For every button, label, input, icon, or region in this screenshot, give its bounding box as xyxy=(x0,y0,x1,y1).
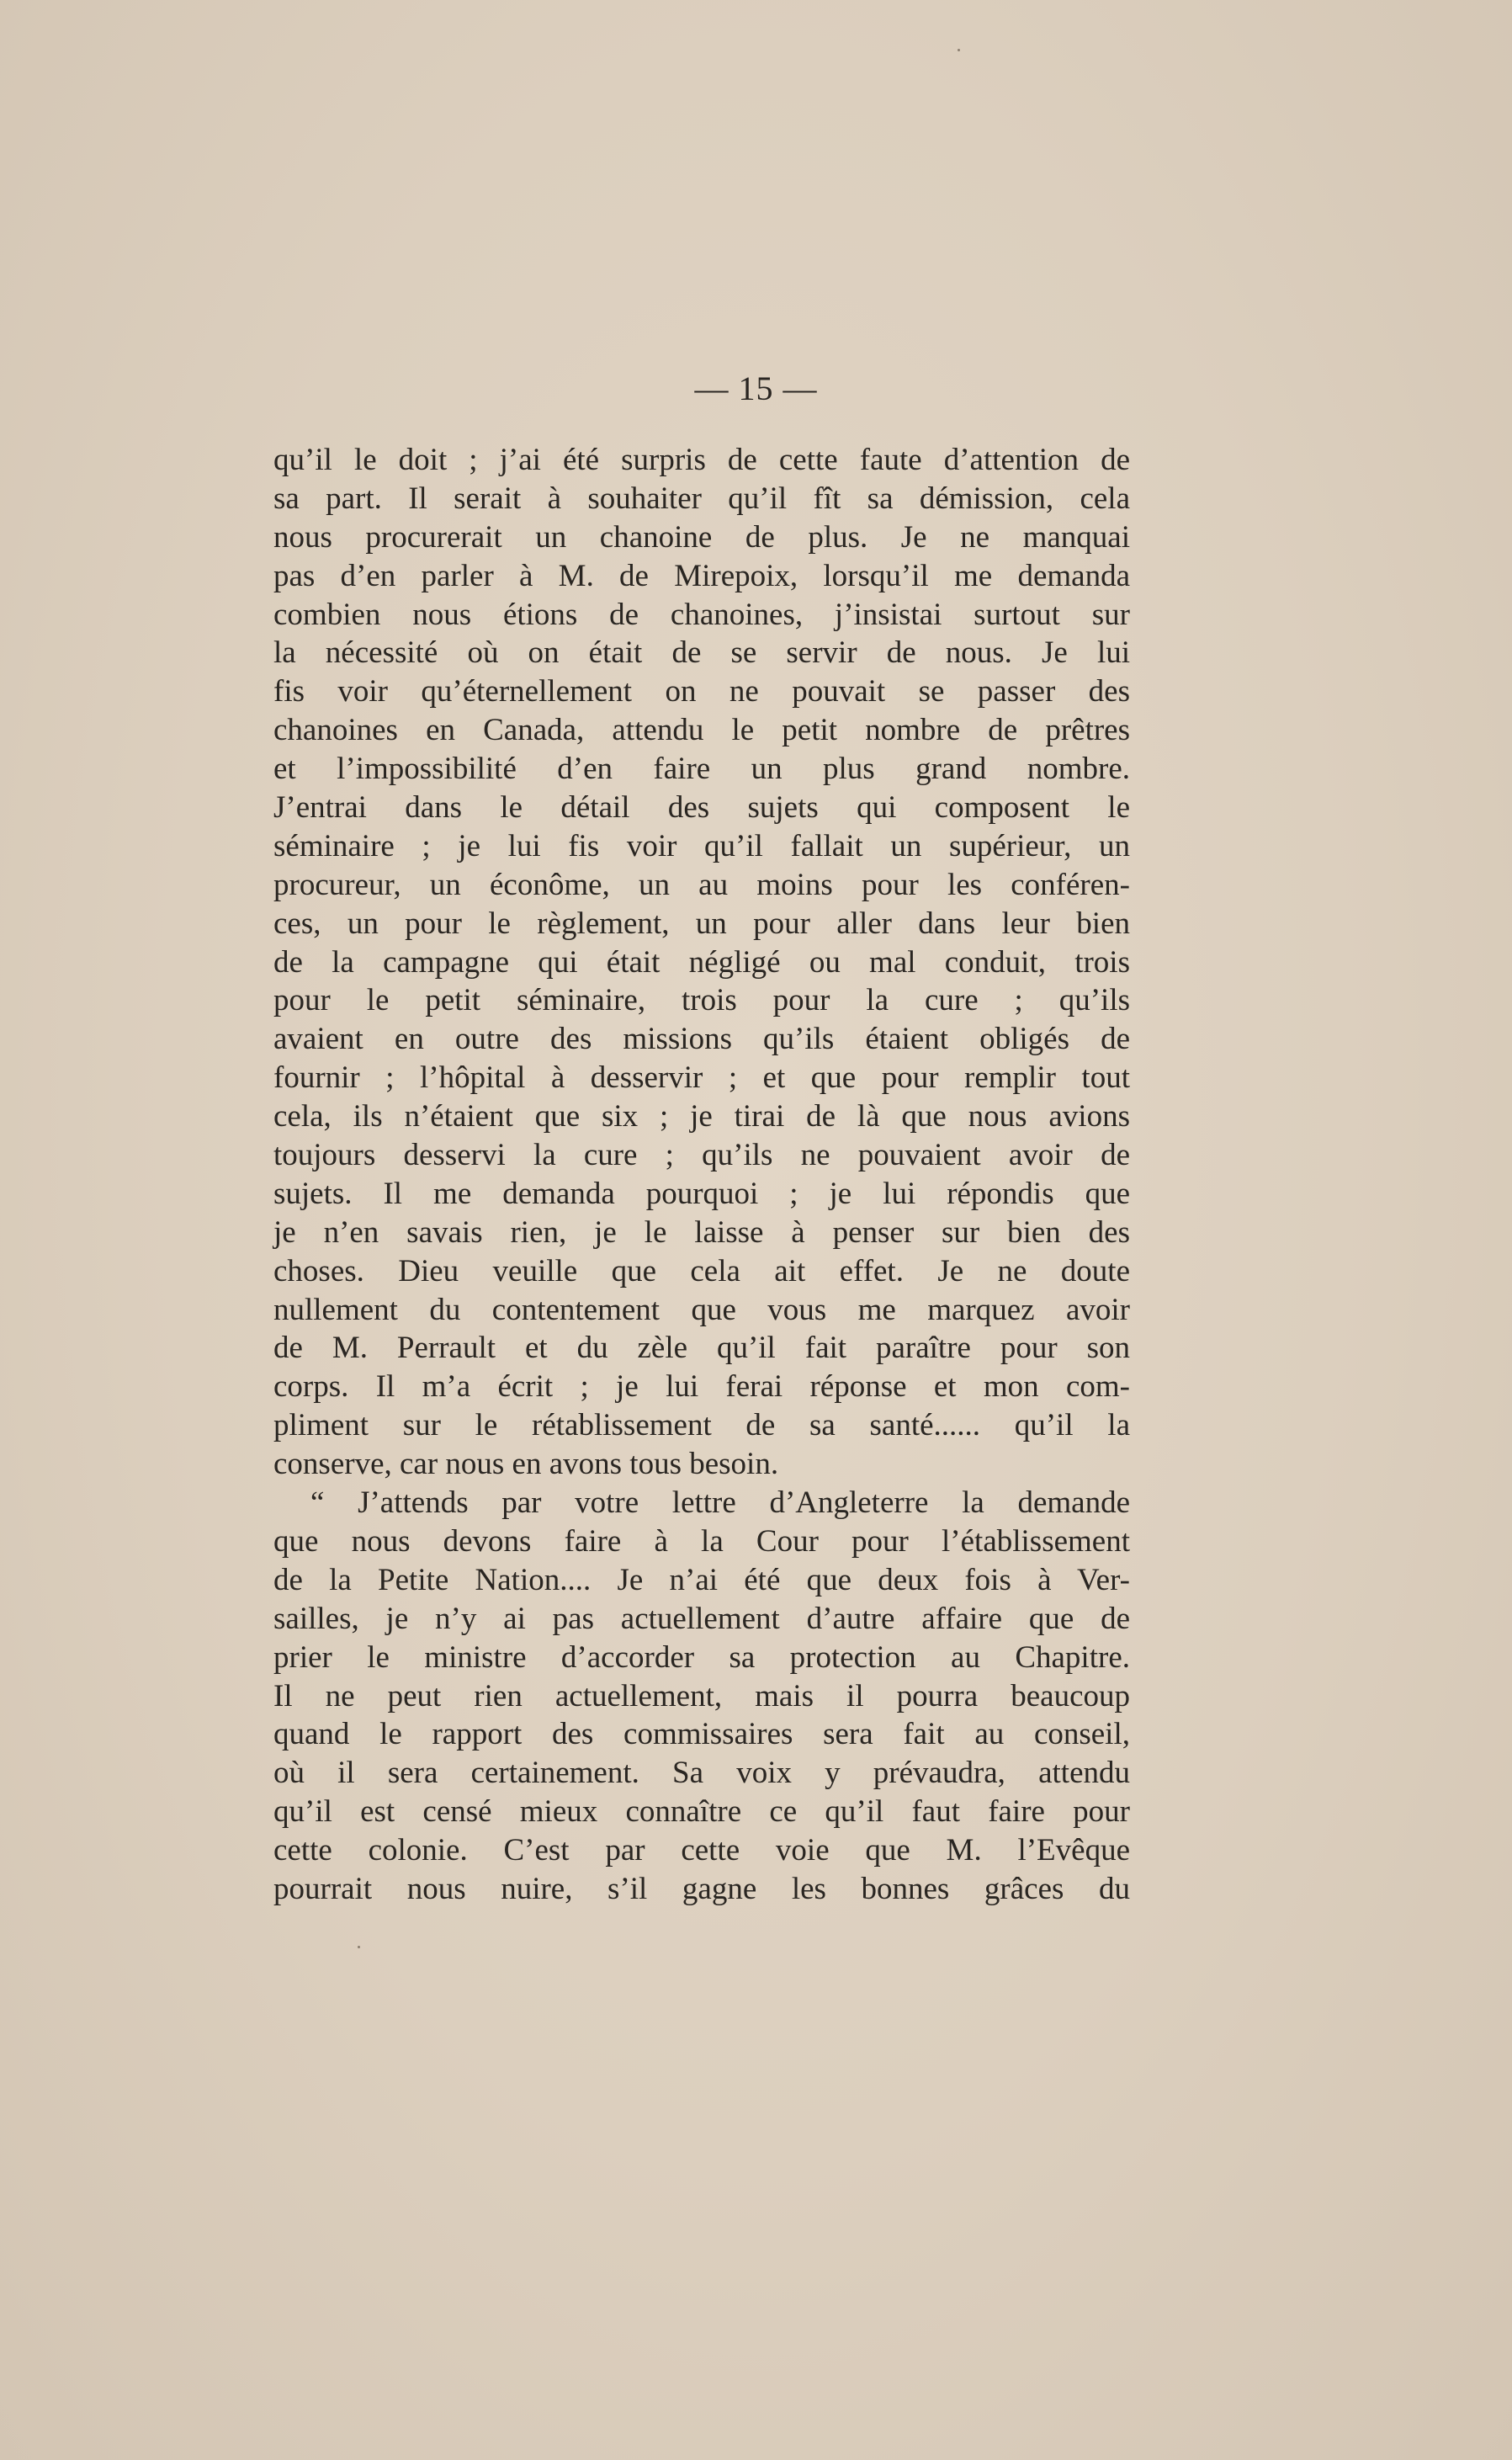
text-line: J’entrai dans le détail des sujets qui composent le xyxy=(273,790,1130,826)
text-line: cela, ils n’étaient que six ; je tirai de là que nous avions xyxy=(273,1099,1130,1134)
text-line: la nécessité où on était de se servir de nous. Je lui xyxy=(273,635,1130,671)
text-line: qu’il est censé mieux connaître ce qu’il faut faire pour xyxy=(273,1794,1130,1830)
text-line: prier le ministre d’accorder sa protection au Chapitre. xyxy=(273,1639,1130,1675)
text-line: conserve, car nous en avons tous besoin. xyxy=(273,1447,779,1482)
text-line: fis voir qu’éternellement on ne pouvait se passer des xyxy=(273,674,1130,709)
text-line: nous procurerait un chanoine de plus. Je ne manquai xyxy=(273,519,1130,555)
text-line: nullement du contentement que vous me marquez avoir xyxy=(273,1292,1130,1327)
text-line: de M. Perrault et du zèle qu’il fait paraître pour son xyxy=(273,1331,1130,1366)
text-line: de la Petite Nation.... Je n’ai été que deux fois à Ver- xyxy=(273,1562,1130,1597)
text-line: de la campagne qui était négligé ou mal conduit, trois xyxy=(273,944,1130,980)
text-line: combien nous étions de chanoines, j’insistai surtout sur xyxy=(273,597,1130,632)
text-line: pliment sur le rétablissement de sa santé...... qu’il la xyxy=(273,1408,1130,1443)
text-line: et l’impossibilité d’en faire un plus grand nombre. xyxy=(273,752,1130,787)
text-line: chanoines en Canada, attendu le petit nombre de prêtres xyxy=(273,713,1130,748)
text-line: qu’il le doit ; j’ai été surpris de cette faute d’attention de xyxy=(273,443,1130,477)
text-line: corps. Il m’a écrit ; je lui ferai réponse et mon com- xyxy=(273,1369,1130,1405)
text-line: ces, un pour le règlement, un pour aller dans leur bien xyxy=(273,906,1130,941)
body-text xyxy=(273,441,1130,1909)
text-line: cette colonie. C’est par cette voie que M. l’Evêque xyxy=(273,1833,1130,1868)
text-line: avaient en outre des missions qu’ils étaient obligés de xyxy=(273,1022,1130,1057)
text-line: toujours desservi la cure ; qu’ils ne pouvaient avoir de xyxy=(273,1138,1130,1173)
text-line: sailles, je n’y ai pas actuellement d’autre affaire que de xyxy=(273,1601,1130,1636)
text-line: sa part. Il serait à souhaiter qu’il fît sa démission, cela xyxy=(273,481,1130,516)
text-line: “ J’attends par votre lettre d’Angleterre la demande xyxy=(310,1485,1130,1521)
text-line: pas d’en parler à M. de Mirepoix, lorsqu’il me demanda xyxy=(273,558,1130,593)
text-line: séminaire ; je lui fis voir qu’il fallait un supérieur, un xyxy=(273,828,1130,863)
text-line: où il sera certainement. Sa voix y prévaudra, attendu xyxy=(273,1756,1130,1791)
text-line: Il ne peut rien actuellement, mais il pourra beaucoup xyxy=(273,1678,1130,1713)
paper-speck xyxy=(958,49,960,51)
text-line: procureur, un éconôme, un au moins pour les conféren- xyxy=(273,867,1130,902)
text-line: quand le rapport des commissaires sera fait au conseil, xyxy=(273,1717,1130,1752)
text-line: sujets. Il me demanda pourquoi ; je lui répondis que xyxy=(273,1176,1130,1211)
text-line: pourrait nous nuire, s’il gagne les bonnes grâces du xyxy=(273,1871,1130,1906)
text-line: que nous devons faire à la Cour pour l’établissement xyxy=(273,1523,1130,1559)
text-line: fournir ; l’hôpital à desservir ; et que pour remplir tout xyxy=(273,1060,1130,1096)
text-line: pour le petit séminaire, trois pour la cure ; qu’ils xyxy=(273,983,1130,1018)
paper-speck xyxy=(358,1946,360,1948)
page-number: — 15 — xyxy=(694,369,818,407)
text-line: je n’en savais rien, je le laisse à penser sur bien des xyxy=(273,1214,1130,1250)
text-line: choses. Dieu veuille que cela ait effet. Je ne doute xyxy=(273,1253,1130,1288)
